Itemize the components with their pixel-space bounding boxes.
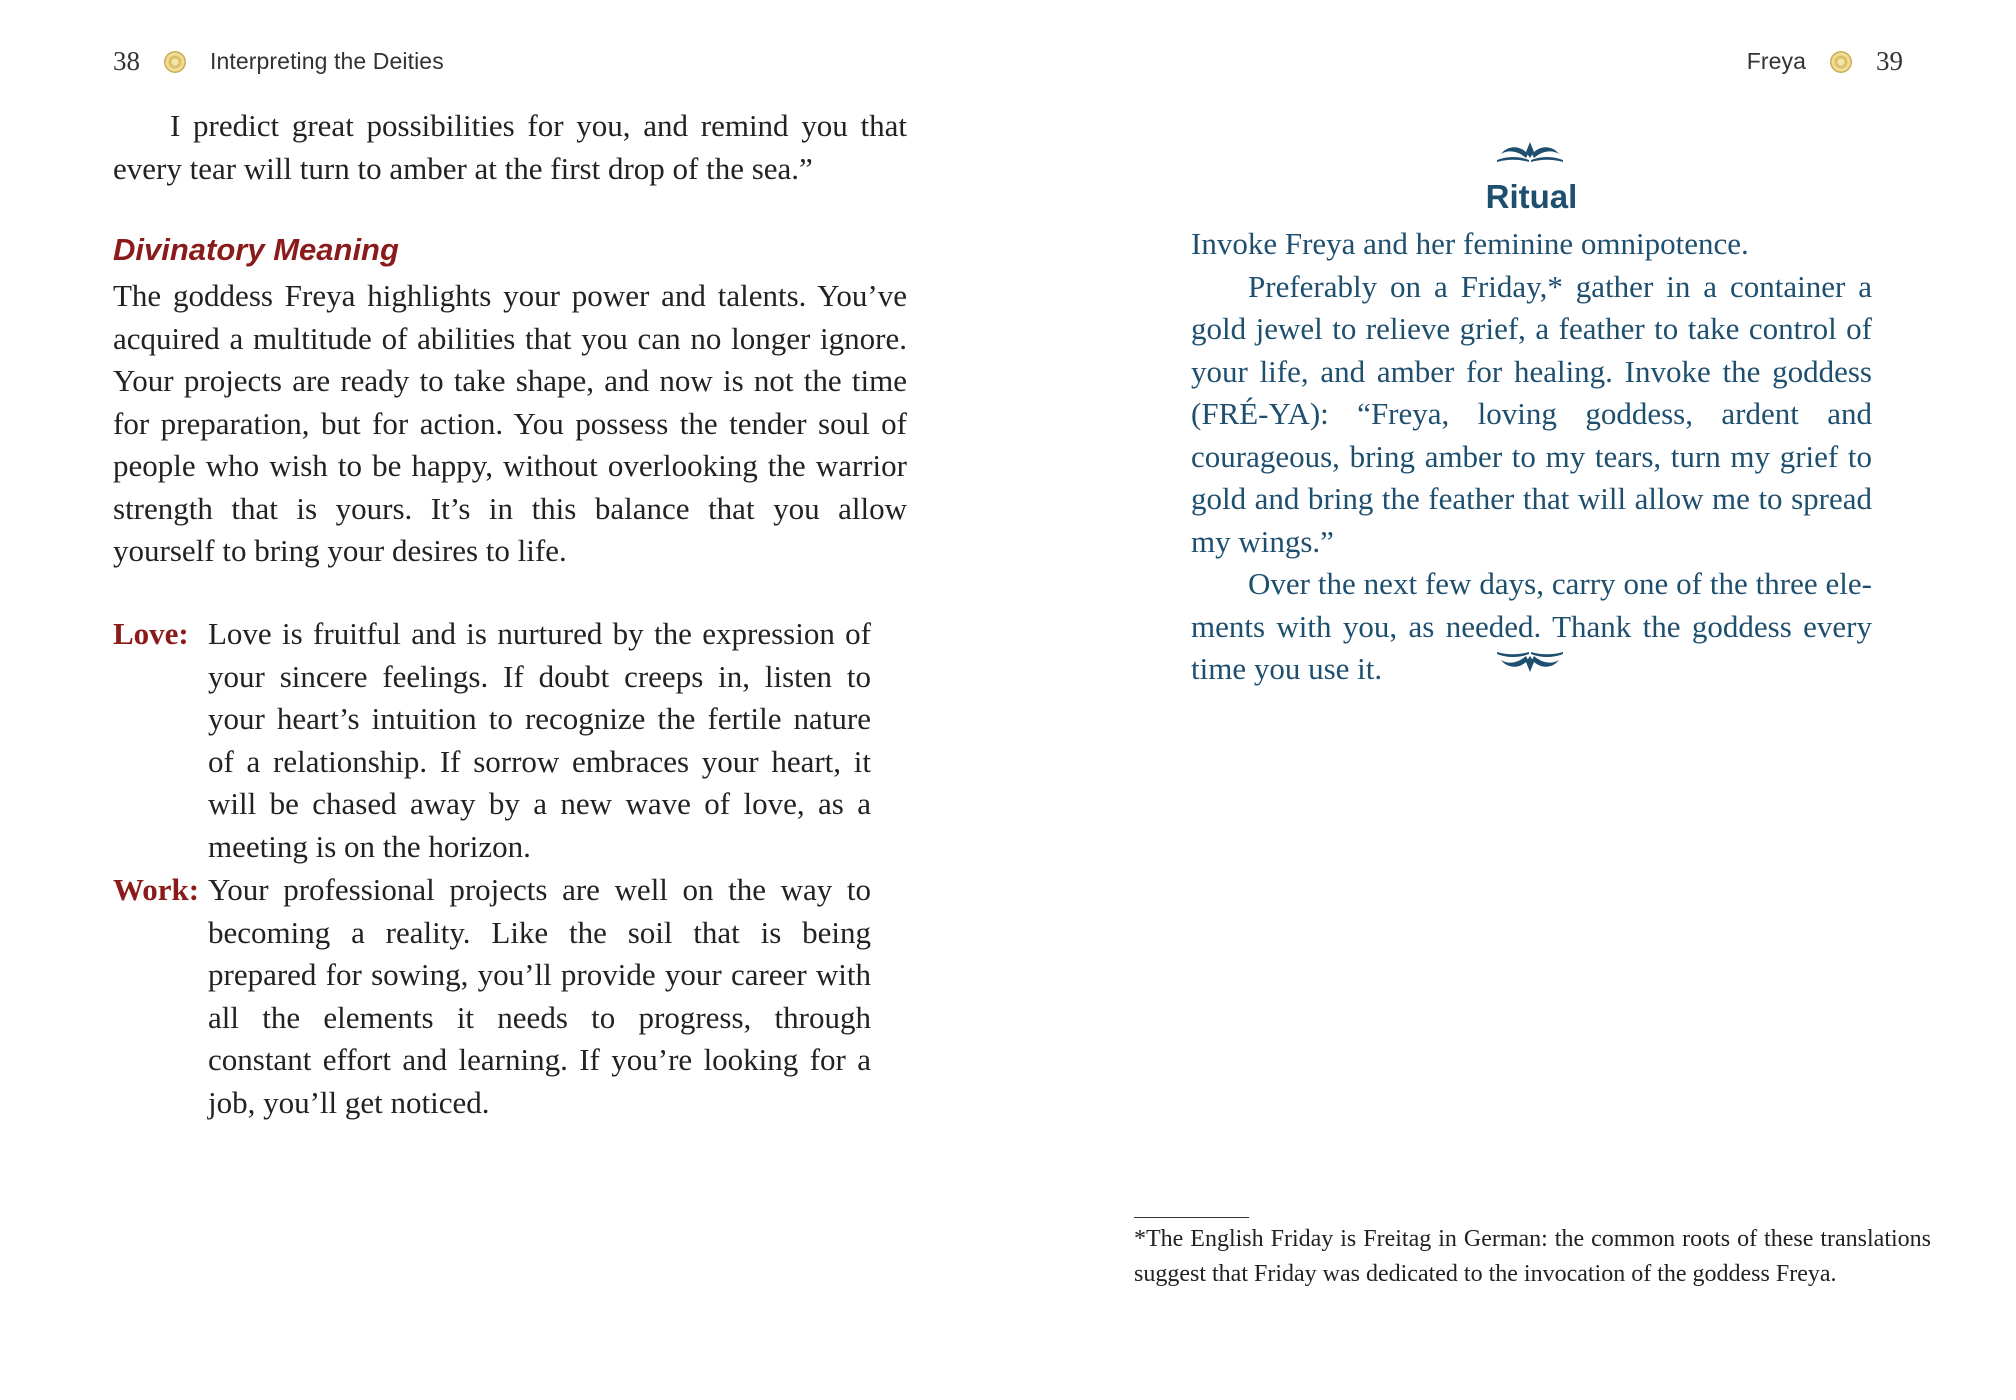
left-running-head <box>113 46 444 77</box>
running-head-title-right: Freya <box>1746 48 1806 74</box>
ritual-heading: Ritual <box>1485 178 1578 215</box>
page-number-left: 38 <box>113 46 140 76</box>
right-running-head <box>1747 46 1903 77</box>
ritual-paragraph-3: Over the next few days, carry one of the three elements with you, as needed. Thank the goddess every time you use it. <box>1191 566 1872 686</box>
footnote: *The English Friday is Freitag in German: the common roots of these translations suggest that Friday was dedicated to the invocation of the goddess Freya. <box>1134 1226 1931 1287</box>
rosette-ornament-icon <box>1830 51 1852 73</box>
flourish-bottom-icon <box>1495 648 1565 676</box>
work-entry <box>113 869 871 1124</box>
page-number-right: 39 <box>1876 46 1903 76</box>
divinatory-meaning-heading: Divinatory Meaning <box>113 232 399 267</box>
rosette-ornament-icon <box>164 51 186 73</box>
love-label: Love: <box>113 616 189 651</box>
love-text: Love is fruitful and is nurtured by the expression of your sincere feelings. If doubt creeps in, listen to your heart’s intuition to recognize the fertile nature of a relationship. If sorrow embraces your heart, it will be chased away by a new wave of love, as a meeting is on the horizon. <box>208 616 871 864</box>
ritual-paragraph-2: Preferably on a Friday,* gather in a container a gold jewel to relieve grief, a feather to take control of your life, and amber for healing. Invoke the goddess (FRÉ-YA): “Freya, loving goddess, ardent and courageous, bring amber to my tears, turn my grief to gold and bring the feather that will allow me to spread my wings.” <box>1191 268 1872 559</box>
divinatory-text: The goddess Freya highlights your power and talents. You’ve acquired a multitude of abilities that you can no longer ignore. Your projects are ready to take shape, and now is not the time for preparation, but for action. You possess the tender soul of people who wish to be happy, without overlooking the warrior strength that is yours. It’s in this balance that you allow yourself to bring your desires to life. <box>113 278 907 568</box>
work-label: Work: <box>113 872 200 907</box>
intro-paragraph: I predict great possibilities for you, and remind you that every tear will turn to amber at the first drop of the sea.” <box>113 108 907 186</box>
ritual-text <box>1191 223 1872 691</box>
flourish-top-icon <box>1495 138 1565 166</box>
running-head-title-left: Interpreting the Deities <box>210 48 444 74</box>
ritual-paragraph-1: Invoke Freya and her feminine omnipotence. <box>1191 226 1749 261</box>
work-text: Your professional projects are well on the way to becoming a reality. Like the soil that is being prepared for sowing, you’ll provide your career with all the elements it needs to progress, through constant effort and learning. If you’re looking for a job, you’ll get noticed. <box>208 872 871 1120</box>
love-entry <box>113 613 871 868</box>
footnote-rule <box>1134 1217 1249 1218</box>
